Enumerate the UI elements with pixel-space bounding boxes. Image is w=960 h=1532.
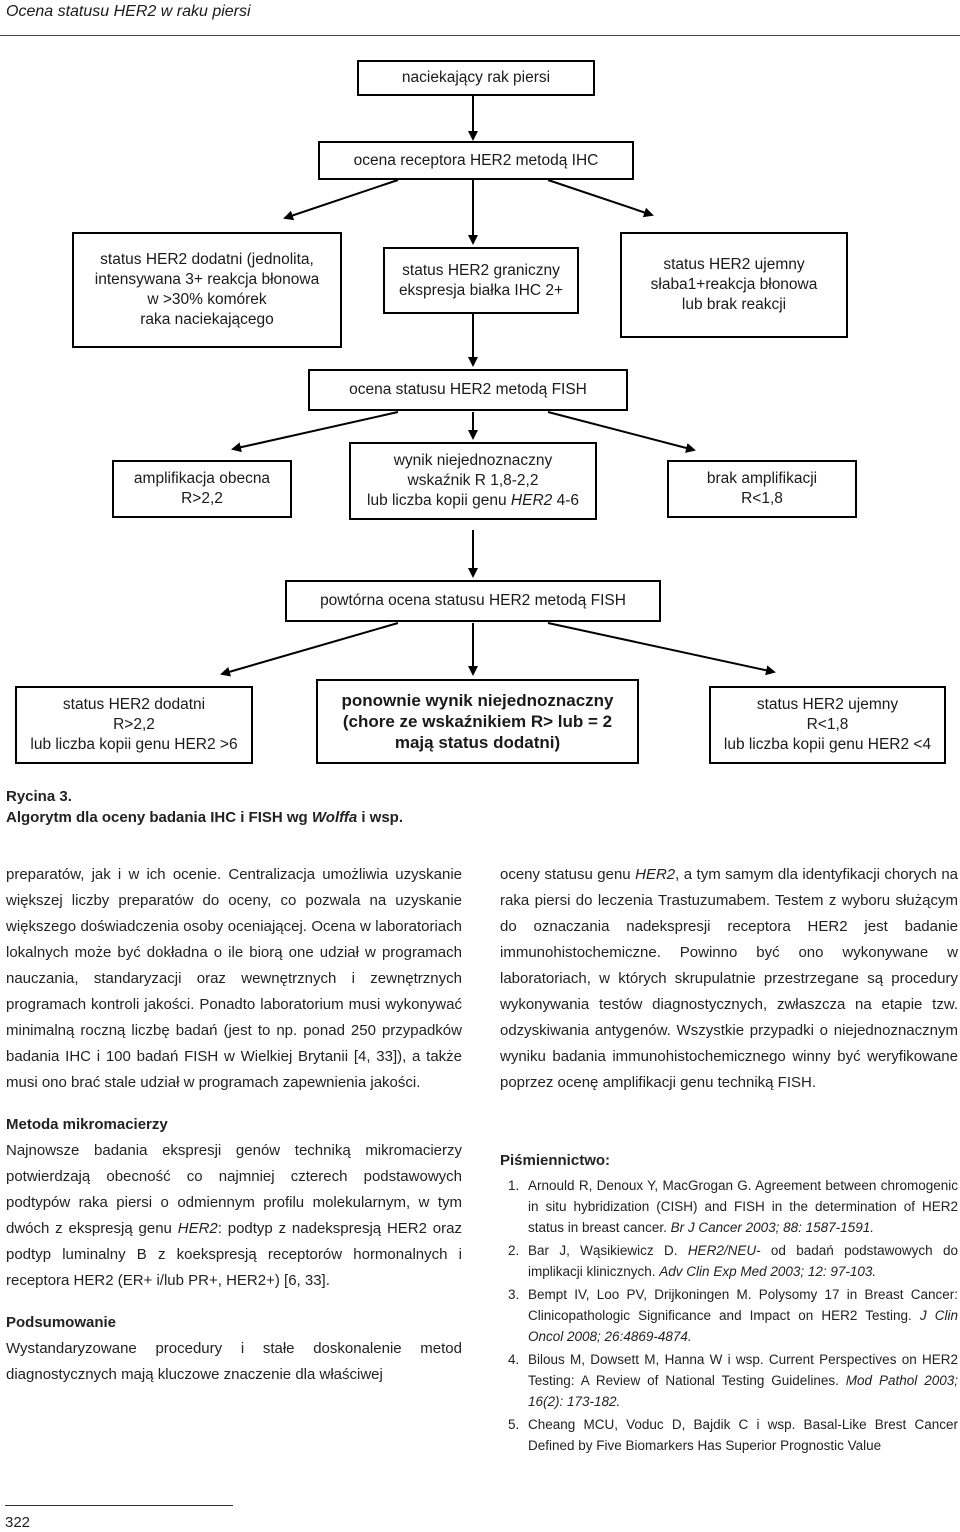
node-ihc-borderline: status HER2 graniczny ekspresja białka IHC 2+	[383, 247, 579, 314]
node-fish-amplification: amplifikacja obecna R>2,2	[112, 460, 292, 518]
arrow-ihc-to-positive	[285, 180, 398, 218]
node-fish-equivocal: wynik niejednoznaczny wskaźnik R 1,8-2,2 lub liczba kopii genu HER2 4-6	[349, 442, 597, 520]
paragraph: oceny statusu genu HER2, a tym samym dla identyfikacji chorych na raka piersi do leczenia Trastuzumabem. Testem z wyboru służącym do oznaczania nadekspresji receptora HER2 jest badanie immunohistochemiczne. Powinno być ono wykonywane w laboratoriach, w których skrupulatnie przestrzegane są procedury wykonywania testów diagnostycznych, zwłaszcza na etapie tzw. odzyskiwania antygenów. Wszystkie przypadki o niejednoznacznym wyniku badania immunohistochemicznego winny być weryfikowane poprzez ocenę amplifikacji genu techniką FISH.	[500, 866, 959, 1091]
running-header: Ocena statusu HER2 w raku piersi	[6, 3, 251, 20]
page-number: 322	[5, 1514, 31, 1531]
section-heading-summary: Podsumowanie	[6, 1314, 117, 1331]
figure-caption	[6, 786, 403, 828]
node-ihc: ocena receptora HER2 metodą IHC	[318, 141, 634, 180]
node-ihc-positive: status HER2 dodatni (jednolita, intensywana 3+ reakcja błonowa w >30% komórek raka naciekającego	[72, 232, 342, 348]
figure-title: Algorytm dla oceny badania IHC i FISH wg Wolffa i wsp.	[6, 809, 404, 826]
references-list	[500, 1175, 958, 1458]
node-final-equivocal: ponownie wynik niejednoznaczny (chore ze wskaźnikiem R> lub = 2 mają status dodatni)	[316, 679, 639, 764]
right-column	[500, 862, 958, 1096]
node-fish-no-amplification: brak amplifikacji R<1,8	[667, 460, 857, 518]
node-final-negative: status HER2 ujemny R<1,8 lub liczba kopii genu HER2 <4	[709, 686, 946, 764]
footer-rule	[5, 1505, 233, 1506]
arrow-ihc-to-negative	[548, 180, 652, 215]
reference-item: 4. Bilous M, Dowsett M, Hanna W i wsp. Current Perspectives on HER2 Testing: A Review of National Testing Guidelines. Mod Pathol 2003; 16(2): 173-182.	[508, 1352, 958, 1409]
left-column	[6, 862, 462, 1388]
arrow-repeat-to-positive	[222, 623, 398, 674]
node-start: naciekający rak piersi	[357, 60, 595, 96]
reference-item: 1. Arnould R, Denoux Y, MacGrogan G. Agreement between chromogenic in situ hybridization (CISH) and FISH in the determination of HER2 status in breast cancer. Br J Cancer 2003; 88: 1587-1591.	[508, 1178, 958, 1235]
node-fish-repeat: powtórna ocena statusu HER2 metodą FISH	[285, 580, 661, 622]
paragraph: Wystandaryzowane procedury i stałe doskonalenie metod diagnostycznych mają kluczowe znaczenie dla właściwej	[6, 1340, 462, 1383]
paragraph: preparatów, jak i w ich ocenie. Centralizacja umożliwia uzyskanie większej liczby preparatów do oceny, co pozwala na uzyskanie większego doświadczenia osoby oceniającej. Ocena w laboratoriach lokalnych może być dokładna o ile biorą one udział w programach nauczania, standaryzacji oraz wewnętrznych i zewnętrznych programach kontroli jakości. Ponadto laboratorium musi wykonywać minimalną roczną liczbę badań (jest to np. ponad 250 przypadków badania IHC i 100 badań FISH w Wielkiej Brytanii [4, 33]), a także musi ono brać stale udział w programach zapewnienia jakości.	[6, 866, 462, 1091]
node-final-positive: status HER2 dodatni R>2,2 lub liczba kopii genu HER2 >6	[15, 686, 253, 764]
arrow-repeat-to-negative	[548, 623, 774, 672]
references-heading: Piśmiennictwo:	[500, 1152, 611, 1169]
reference-item: 5. Cheang MCU, Voduc D, Bajdik C i wsp. Basal-Like Brest Cancer Defined by Five Biomarkers Has Superior Prognostic Value	[508, 1417, 958, 1453]
reference-item: 2. Bar J, Wąsikiewicz D. HER2/NEU- od badań podstawowych do implikacji klinicznych. Adv Clin Exp Med 2003; 12: 97-103.	[508, 1243, 958, 1279]
node-fish: ocena statusu HER2 metodą FISH	[308, 369, 628, 411]
figure-label: Rycina 3.	[6, 788, 72, 805]
section-heading-microarray: Metoda mikromacierzy	[6, 1116, 168, 1133]
reference-item: 3. Bempt IV, Loo PV, Drijkoningen M. Polysomy 17 in Breast Cancer: Clinicopathologic Significance and Impact on HER2 Testing. J Clin Oncol 2008; 26:4869-4874.	[508, 1287, 958, 1344]
paragraph: Najnowsze badania ekspresji genów techniką mikromacierzy potwierdzają obecność co najmniej czterech podstawowych podtypów raka piersi o odmiennym profilu molekularnym, w tym dwóch z ekspresją genu HER2: podtyp z nadekspresją HER2 oraz podtyp luminalny B z koekspresją receptorów hormonalnych i receptora HER2 (ER+ i/lub PR+, HER2+) [6, 33].	[6, 1142, 462, 1289]
node-ihc-negative: status HER2 ujemny słaba1+reakcja błonowa lub brak reakcji	[620, 232, 848, 338]
